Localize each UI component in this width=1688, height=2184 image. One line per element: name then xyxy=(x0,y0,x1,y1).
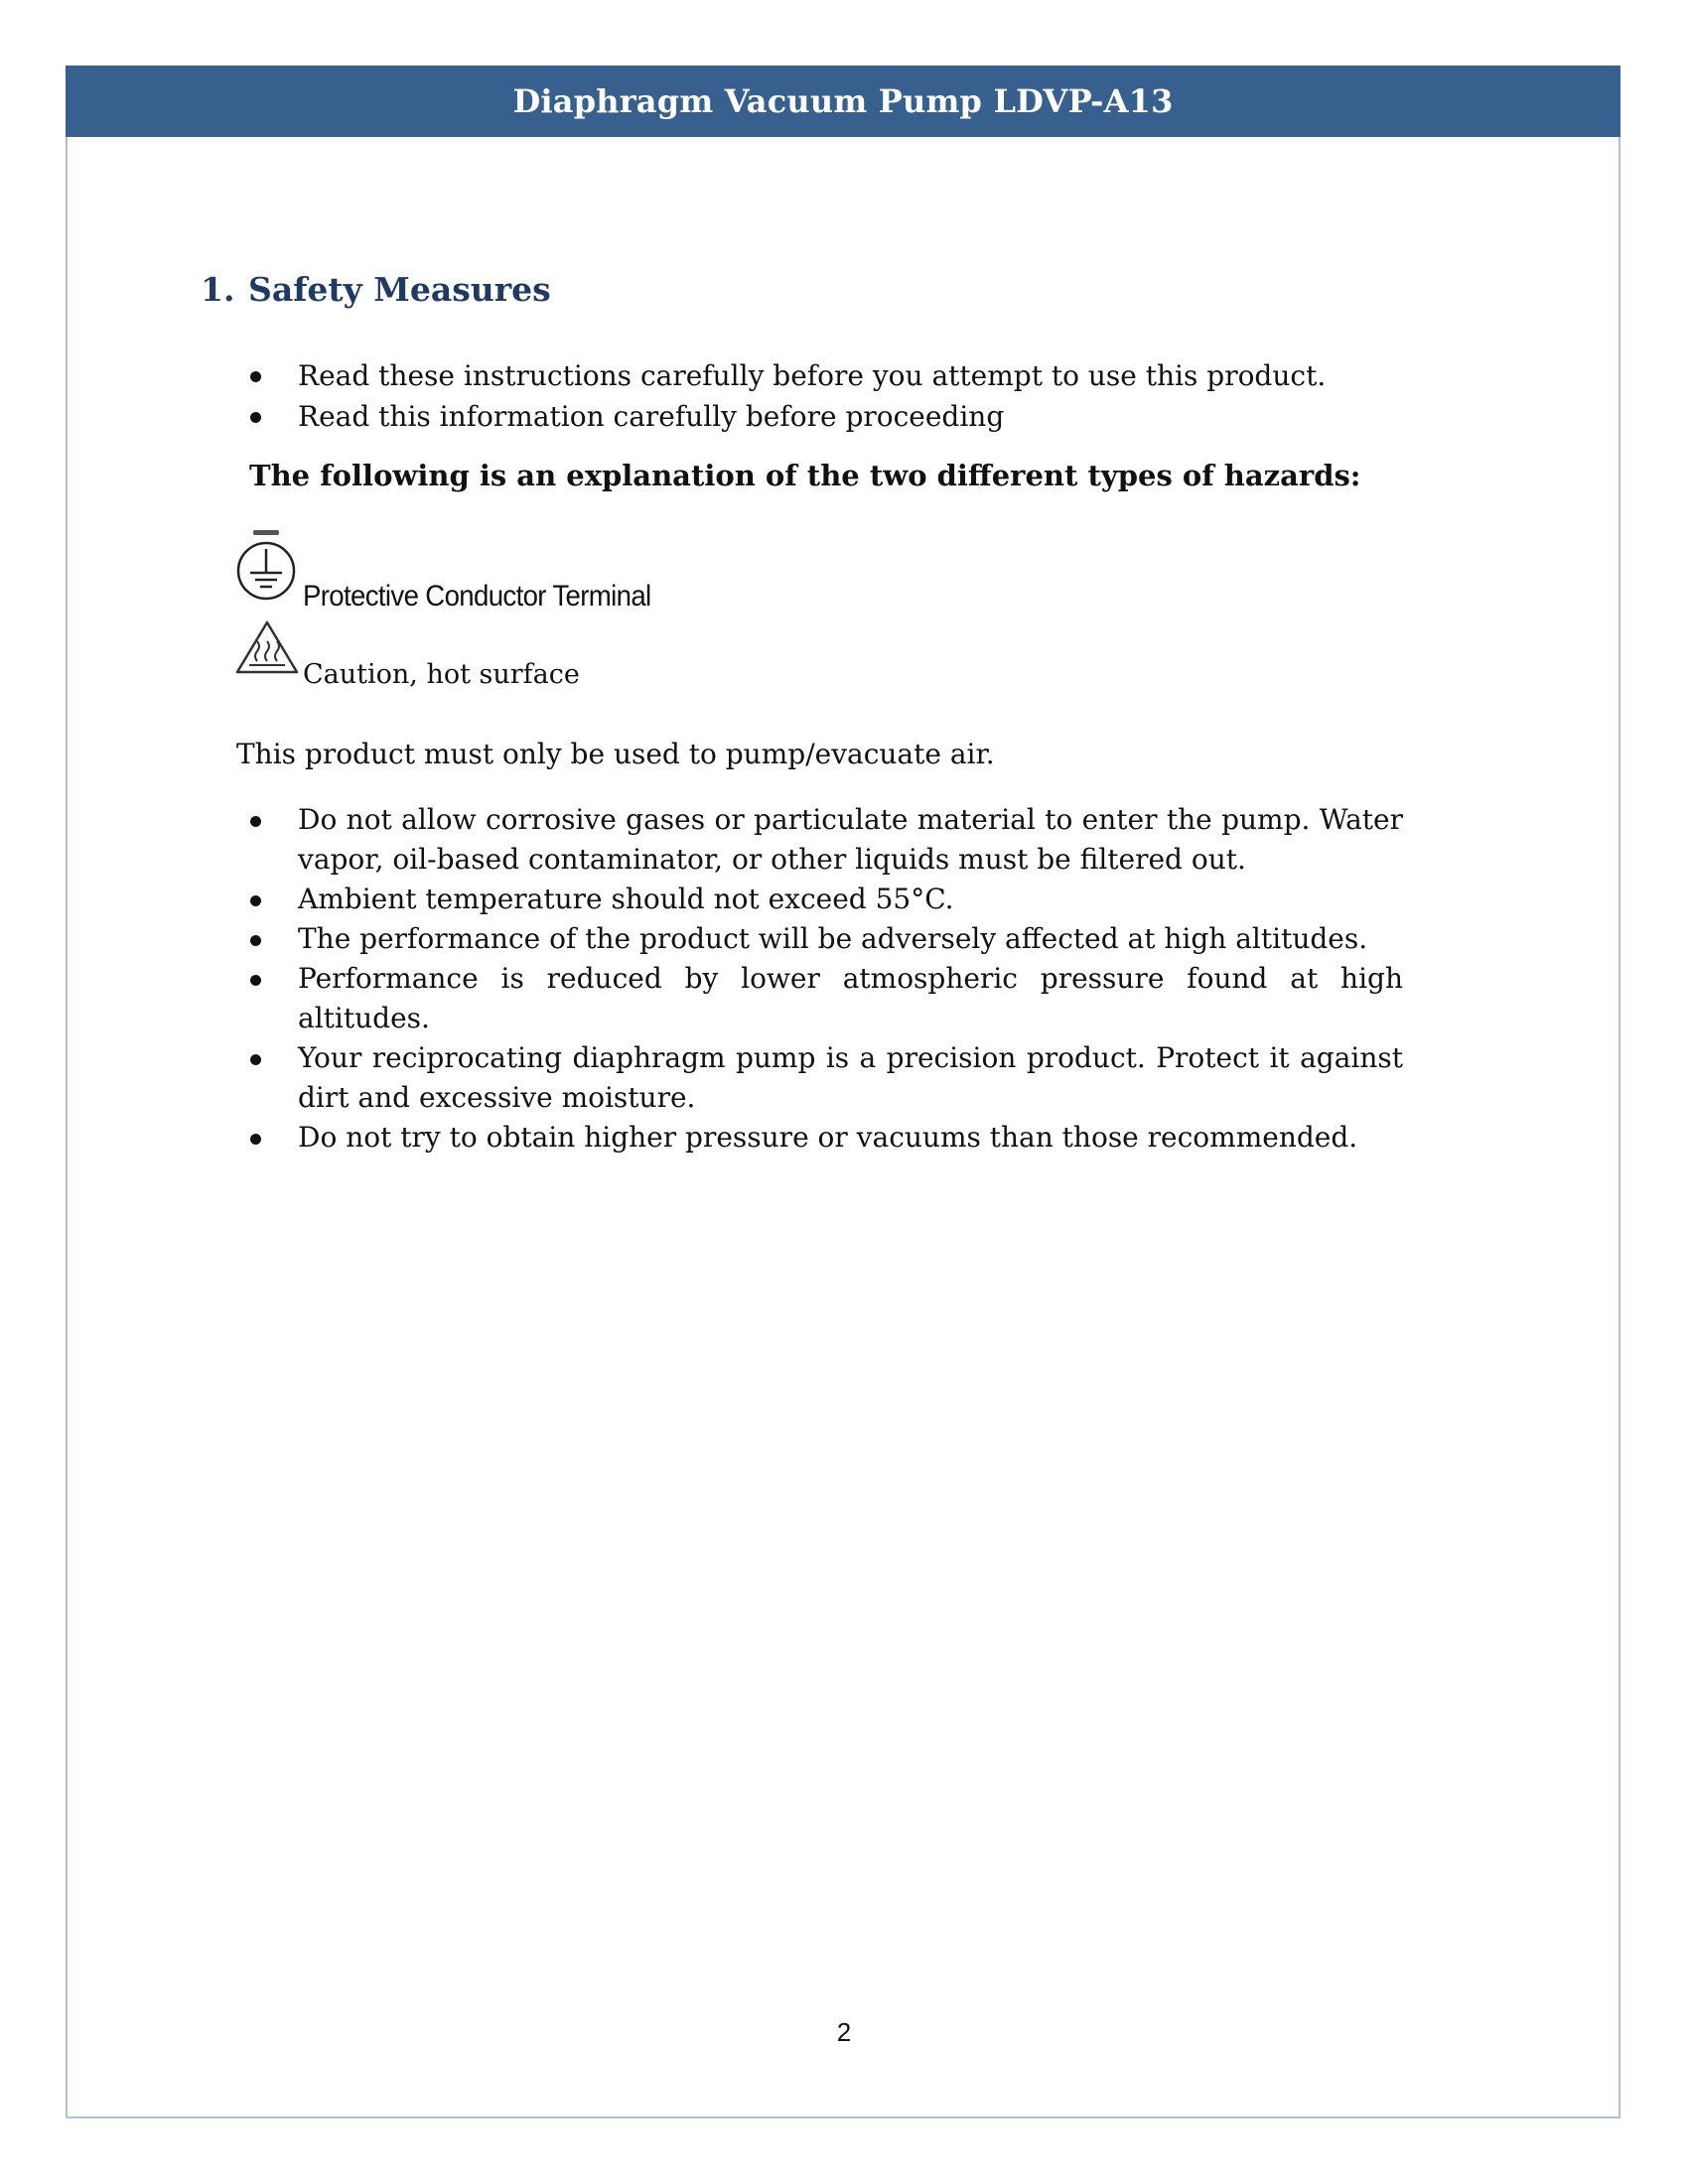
list-item: Do not try to obtain higher pressure or vacuums than those recommended. xyxy=(238,1118,1403,1158)
list-item: Do not allow corrosive gases or particulate material to enter the pump. Water vapor, oil-based contaminator, or other liquids must be filtered out. xyxy=(238,800,1403,880)
page-number: 2 xyxy=(836,2017,852,2047)
list-item: Ambient temperature should not exceed 55°C. xyxy=(238,880,1403,919)
safety-measures-list xyxy=(238,800,1403,1158)
section-number: 1. xyxy=(201,270,235,309)
document-title: Diaphragm Vacuum Pump LDVP-A13 xyxy=(512,82,1174,120)
section-heading xyxy=(201,270,551,309)
usage-note: This product must only be used to pump/evacuate air. xyxy=(236,738,995,770)
list-item: Read this information carefully before proceeding xyxy=(238,396,1326,437)
section-title: Safety Measures xyxy=(248,270,551,309)
protective-conductor-label: Protective Conductor Terminal xyxy=(303,580,651,613)
list-item: Your reciprocating diaphragm pump is a precision product. Protect it against dirt and excessive moisture. xyxy=(238,1038,1403,1118)
list-item: The performance of the product will be adversely affected at high altitudes. xyxy=(238,919,1403,959)
hot-surface-warning-icon xyxy=(234,619,300,675)
protective-earth-ground-icon xyxy=(234,530,298,606)
document-header xyxy=(66,66,1620,137)
hot-surface-label: Caution, hot surface xyxy=(303,659,580,690)
hazard-explanation-heading: The following is an explanation of the two different types of hazards: xyxy=(249,459,1361,492)
list-item: Read these instructions carefully before you attempt to use this product. xyxy=(238,355,1326,396)
intro-list xyxy=(238,355,1326,437)
list-item: Performance is reduced by lower atmospheric pressure found at high altitudes. xyxy=(238,959,1403,1038)
